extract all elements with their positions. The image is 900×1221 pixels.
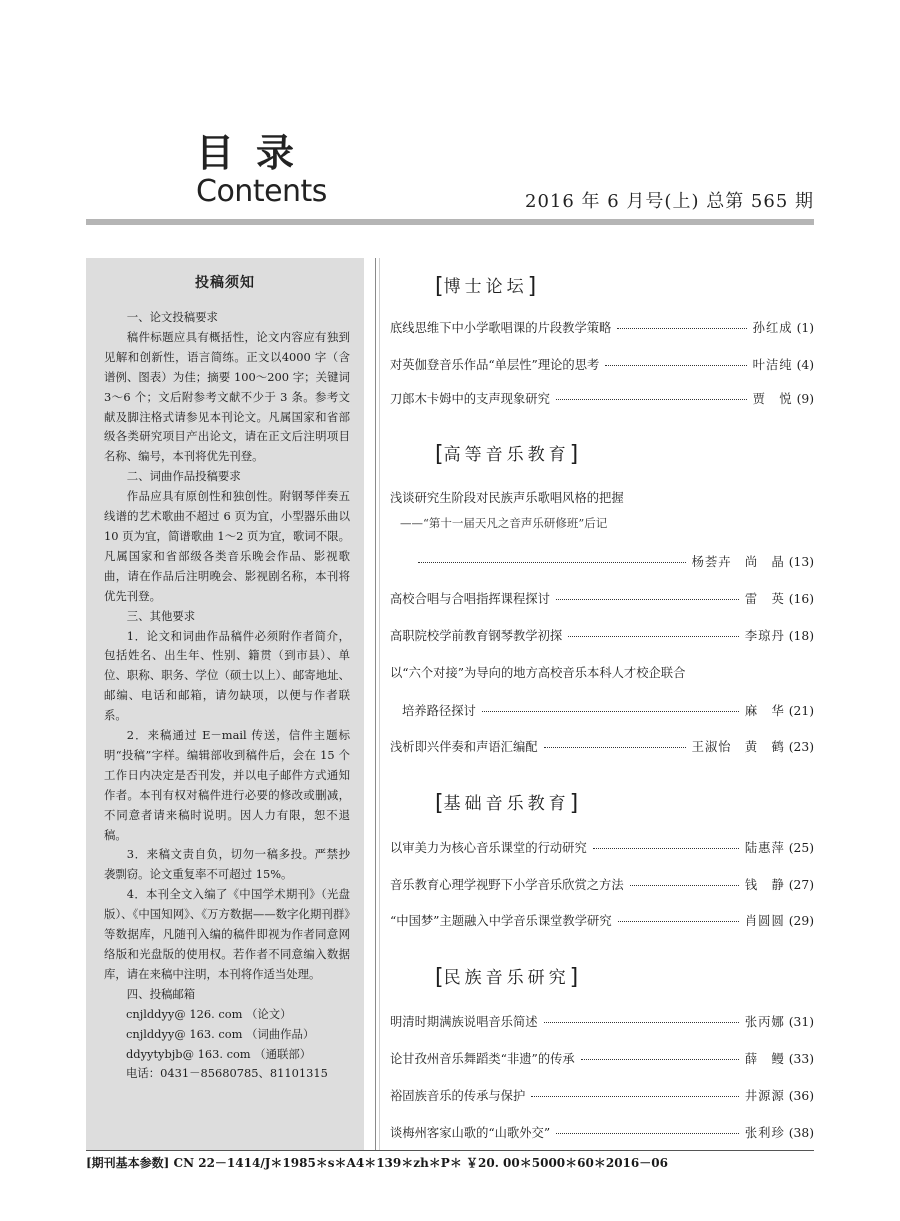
toc-entry[interactable] <box>390 911 814 929</box>
toc-entry[interactable] <box>390 389 814 407</box>
entry-page: (21) <box>788 704 814 718</box>
toc-entry[interactable] <box>390 838 814 856</box>
entry-page: (13) <box>788 555 814 569</box>
entry-author: 李琼丹 <box>744 629 785 643</box>
entry-title: 浅谈研究生阶段对民族声乐歌唱风格的把握 <box>390 491 624 505</box>
entry-author: 陆惠萍 <box>744 841 785 855</box>
entry-author: 王淑怡 黄 鹤 <box>691 740 785 754</box>
entry-author: 杨荟卉 尚 晶 <box>691 555 785 569</box>
entry-author: 叶洁纯 <box>752 358 793 372</box>
notice-paragraph: 稿件标题应具有概括性，论文内容应有独到见解和创新性，语言简练。正文以4000 字（含谱例、图表）为佳；摘要 100～200 字；关键词 3～6 个；文后附参考文献不少于 3 条。参考文献及脚注格式请参见本刊论文。凡属国家和省部级各类研究项目产出论文，请在正文后注明项目名称、编号，本刊将优先刊登。 <box>104 329 350 464</box>
entry-author: 肖圆圆 <box>744 914 785 928</box>
email-line: cnjlddyy@ 126. com （论文） <box>126 1006 292 1021</box>
toc-entry[interactable] <box>390 318 814 336</box>
email-line: ddyytybjb@ 163. com （通联部） <box>126 1046 312 1061</box>
entry-page: (25) <box>788 841 814 855</box>
notice-section-title: 四、投稿邮箱 <box>126 986 196 1001</box>
column-divider <box>375 258 376 1150</box>
email-line: cnjlddyy@ 163. com （词曲作品） <box>126 1026 315 1041</box>
title-cn: 目录 <box>196 131 317 175</box>
notice-section-title: 三、其他要求 <box>126 608 196 623</box>
entry-subtitle: ——“第十一届天凡之音声乐研修班”后记 <box>400 516 608 530</box>
section-heading-text: 博士论坛 <box>443 277 528 297</box>
dot-leader <box>531 1096 739 1097</box>
entry-author: 张丙娜 <box>744 1015 785 1029</box>
section-heading: [民族音乐研究] <box>435 965 579 990</box>
entry-title: 以审美力为核心音乐课堂的行动研究 <box>390 841 587 855</box>
dot-leader <box>418 562 686 563</box>
dot-leader <box>556 599 739 600</box>
toc-entry-title-only[interactable] <box>390 663 814 681</box>
entry-page: (23) <box>788 740 814 754</box>
entry-title: 底线思维下中小学歌唱课的片段教学策略 <box>390 321 612 335</box>
footer-divider <box>86 1150 814 1151</box>
dot-leader <box>581 1059 739 1060</box>
entry-title: 高校合唱与合唱指挥课程探讨 <box>390 592 550 606</box>
entry-page: (1) <box>796 321 814 335</box>
dot-leader <box>544 1022 739 1023</box>
entry-author: 钱 静 <box>744 878 785 892</box>
phone-line: 电话：0431－85680785、81101315 <box>126 1066 328 1081</box>
dot-leader <box>482 711 739 712</box>
entry-page: (38) <box>788 1126 814 1140</box>
entry-author: 贾 悦 <box>752 392 793 406</box>
notice-section-title: 一、论文投稿要求 <box>126 310 218 324</box>
entry-title: “中国梦”主题融入中学音乐课堂教学研究 <box>390 914 612 928</box>
notice-paragraph: 1．论文和词曲作品稿件必须附作者简介，包括姓名、出生年、性别、籍贯（到市县）、单位、职称、职务、学位（硕士以上）、邮寄地址、邮编、电话和邮箱，请勿缺项，以便与作者联系。 <box>104 628 350 723</box>
entry-page: (16) <box>788 592 814 606</box>
entry-page: (4) <box>796 358 814 372</box>
entry-title: 对英伽登音乐作品“单层性”理论的思考 <box>390 358 600 372</box>
dot-leader <box>630 885 739 886</box>
section-heading-text: 民族音乐研究 <box>443 968 570 988</box>
toc-entry[interactable] <box>390 875 814 893</box>
entry-author: 麻 华 <box>744 704 785 718</box>
column-divider-shadow <box>379 258 380 1150</box>
dot-leader <box>593 848 739 849</box>
journal-parameters: [期刊基本参数] CN 22－1414/J＊1985＊s＊A4＊139＊zh＊P＊ ￥20. 00＊5000＊60＊2016－06 <box>86 1156 668 1170</box>
issue-label: 2016 年 6 月号(上) 总第 565 期 <box>525 191 814 212</box>
entry-title: 明清时期满族说唱音乐简述 <box>390 1015 538 1029</box>
toc-entry[interactable] <box>390 1086 814 1104</box>
entry-author: 井源源 <box>744 1089 785 1103</box>
notice-body <box>86 308 364 1084</box>
submission-notice-box <box>86 258 364 1150</box>
toc-entry[interactable] <box>418 552 814 570</box>
entry-author: 孙红成 <box>752 321 793 335</box>
section-heading-text: 基础音乐教育 <box>443 794 570 814</box>
notice-paragraph: 2．来稿通过 E－mail 传送，信件主题标明“投稿”字样。编辑部收到稿件后，会在 15 个工作日内决定是否刊发，并以电子邮件方式通知作者。本刊有权对稿件进行必要的修改或删减，不同意者请来稿时说明。因人力有限，恕不退稿。 <box>104 728 350 842</box>
section-heading: [基础音乐教育] <box>435 791 579 816</box>
entry-title: 以“六个对接”为导向的地方高校音乐本科人才校企联合 <box>390 666 686 680</box>
toc-entry[interactable] <box>402 701 814 719</box>
entry-title: 音乐教育心理学视野下小学音乐欣赏之方法 <box>390 878 624 892</box>
notice-paragraph: 3．来稿文责自负，切勿一稿多投。严禁抄袭剽窃。论文重复率不可超过 15%。 <box>104 847 350 882</box>
section-heading-text: 高等音乐教育 <box>443 445 570 465</box>
entry-page: (27) <box>788 878 814 892</box>
entry-page: (29) <box>788 914 814 928</box>
toc-entry[interactable] <box>390 589 814 607</box>
toc-entry[interactable] <box>390 1049 814 1067</box>
toc-entry[interactable] <box>390 1123 814 1141</box>
dot-leader <box>605 365 746 366</box>
entry-page: (36) <box>788 1089 814 1103</box>
notice-heading: 投稿须知 <box>195 275 255 291</box>
toc-entry-title-only[interactable] <box>390 488 814 506</box>
toc-entry[interactable] <box>390 626 814 644</box>
entry-page: (9) <box>796 392 814 406</box>
entry-author: 薛 鳗 <box>744 1052 785 1066</box>
section-heading: [博士论坛] <box>435 274 537 299</box>
entry-author: 雷 英 <box>744 592 785 606</box>
section-heading: [高等音乐教育] <box>435 442 579 467</box>
title-en: Contents <box>196 174 327 209</box>
entry-title: 培养路径探讨 <box>402 704 476 718</box>
toc-entry[interactable] <box>390 355 814 373</box>
entry-title: 谈梅州客家山歌的“山歌外交” <box>390 1126 551 1140</box>
entry-title: 刀郎木卡姆中的支声现象研究 <box>390 392 550 406</box>
toc-entry[interactable] <box>390 1012 814 1030</box>
entry-title: 论甘孜州音乐舞蹈类“非遗”的传承 <box>390 1052 575 1066</box>
dot-leader <box>556 399 747 400</box>
entry-page: (33) <box>788 1052 814 1066</box>
notice-paragraph: 作品应具有原创性和独创性。附钢琴伴奏五线谱的艺术歌曲不超过 6 页为宜，小型器乐曲以 10 页为宜，简谱歌曲 1～2 页为宜，歌词不限。凡属国家和省部级各类音乐晚会作品、影视歌曲，请在作品后注明晚会、影视剧名称，本刊将优先刊登。 <box>104 489 350 603</box>
toc-entry[interactable] <box>390 737 814 755</box>
entry-title: 高职院校学前教育钢琴教学初探 <box>390 629 563 643</box>
dot-leader <box>618 921 739 922</box>
entry-author: 张利珍 <box>744 1126 785 1140</box>
notice-paragraph: 4．本刊全文入编了《中国学术期刊》（光盘版）、《中国知网》、《万方数据——数字化期刊群》等数据库，凡随刊入编的稿件即视为作者同意网络版和光盘版的使用权。若作者不同意编入数据库，请在来稿中注明，本刊将作适当处理。 <box>104 887 350 981</box>
entry-page: (31) <box>788 1015 814 1029</box>
entry-title: 浅析即兴伴奏和声语汇编配 <box>390 740 538 754</box>
header-divider <box>86 219 814 225</box>
dot-leader <box>544 747 686 748</box>
entry-page: (18) <box>788 629 814 643</box>
notice-section-title: 二、词曲作品投稿要求 <box>126 469 241 484</box>
dot-leader <box>556 1133 739 1134</box>
dot-leader <box>568 636 739 637</box>
entry-title: 裕固族音乐的传承与保护 <box>390 1089 526 1103</box>
dot-leader <box>617 328 746 329</box>
